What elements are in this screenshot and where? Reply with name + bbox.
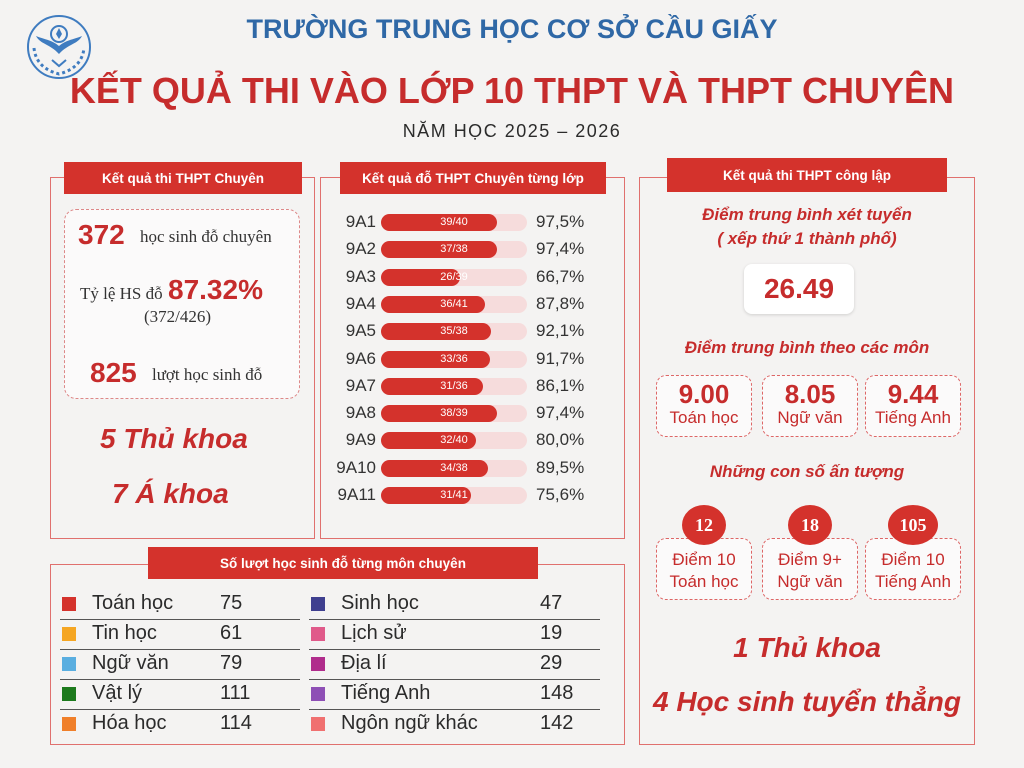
class-percent: 75,6% — [536, 485, 585, 504]
legend-subject: Địa lí — [341, 652, 387, 674]
legend-swatch — [311, 627, 325, 641]
by-class-heading: Kết quả đỗ THPT Chuyên từng lớp — [340, 162, 606, 194]
legend-divider — [309, 709, 600, 710]
legend-divider — [60, 709, 300, 710]
impress-box-literature — [762, 538, 858, 600]
subject-score: 9.00 — [678, 379, 730, 409]
legend-swatch — [62, 717, 76, 731]
impress-line-2: Tiếng Anh — [875, 572, 951, 591]
legend-value: 75 — [220, 592, 243, 614]
legend-subject: Ngôn ngữ khác — [341, 712, 478, 734]
chuyen-count: 372 — [78, 219, 125, 250]
school-year: NĂM HỌC 2025 – 2026 — [402, 121, 622, 141]
class-bar-track — [381, 405, 527, 422]
impress-line-1: Điểm 10 — [881, 550, 945, 569]
class-ratio: 35/38 — [440, 325, 468, 337]
subject-name: Toán học — [669, 408, 739, 427]
class-bar-track — [381, 241, 527, 258]
class-ratio: 32/40 — [440, 434, 468, 446]
legend-subject: Sinh học — [341, 592, 419, 614]
thu-khoa-cong-lap: 1 Thủ khoa — [733, 632, 881, 663]
class-row — [330, 429, 620, 451]
legend-swatch — [311, 687, 325, 701]
legend-subject: Hóa học — [92, 712, 167, 734]
legend-swatch — [62, 597, 76, 611]
subject-box-english — [865, 375, 961, 437]
impress-number: 18 — [788, 505, 832, 545]
class-ratio: 33/36 — [440, 353, 468, 365]
legend-value: 79 — [220, 652, 243, 674]
impress-number: 105 — [888, 505, 938, 545]
class-ratio: 38/39 — [440, 407, 468, 419]
class-ratio: 31/41 — [440, 489, 468, 501]
impress-line-2: Ngữ văn — [777, 572, 843, 591]
class-row — [330, 238, 620, 260]
class-name: 9A6 — [345, 349, 376, 368]
legend-value: 61 — [220, 622, 243, 644]
legend-value: 29 — [540, 652, 563, 674]
legend-divider — [60, 649, 300, 650]
rate-value: 87.32% — [168, 274, 263, 305]
thu-khoa-chuyen: 5 Thủ khoa — [100, 423, 248, 454]
class-percent: 92,1% — [536, 321, 585, 340]
legend-subject: Tin học — [92, 622, 157, 644]
class-name: 9A10 — [336, 458, 376, 477]
class-row — [330, 266, 620, 288]
class-name: 9A8 — [345, 403, 376, 422]
class-percent: 86,1% — [536, 376, 585, 395]
cong-lap-heading: Kết quả thi THPT công lập — [667, 158, 947, 192]
impress-line-1: Điểm 9+ — [778, 550, 842, 569]
legend-value: 111 — [220, 682, 251, 704]
class-bar-track — [381, 432, 527, 449]
legend-subject: Ngữ văn — [92, 652, 169, 674]
legend-value: 142 — [540, 712, 574, 734]
subject-box-literature — [762, 375, 858, 437]
class-name: 9A3 — [345, 267, 376, 286]
subject-box-math — [656, 375, 752, 437]
class-name: 9A1 — [345, 212, 376, 231]
class-bar-track — [381, 487, 527, 504]
legend-divider — [309, 619, 600, 620]
legend-subject: Toán học — [92, 592, 174, 614]
rate-label: Tỷ lệ HS đỗ — [80, 284, 163, 303]
subject-score: 9.44 — [887, 379, 939, 409]
class-ratio: 31/36 — [440, 380, 468, 392]
impress-box-math — [656, 538, 752, 600]
school-name: TRƯỜNG TRUNG HỌC CƠ SỞ CẦU GIẤY — [246, 14, 778, 44]
subject-name: Ngữ văn — [777, 408, 843, 427]
legend-divider — [60, 679, 300, 680]
class-row — [330, 375, 620, 397]
legend-value: 19 — [540, 622, 563, 644]
rate-detail: (372/426) — [144, 307, 212, 326]
class-ratio: 34/38 — [440, 462, 468, 474]
class-ratio: 37/38 — [440, 243, 468, 255]
subject-name: Tiếng Anh — [875, 408, 951, 427]
class-bar-track — [381, 460, 527, 477]
legend-divider — [60, 619, 300, 620]
chuyen-heading: Kết quả thi THPT Chuyên — [64, 162, 302, 194]
legend-swatch — [62, 657, 76, 671]
class-name: 9A5 — [345, 321, 376, 340]
class-bar-track — [381, 351, 527, 368]
legend-swatch — [62, 687, 76, 701]
legend-value: 148 — [540, 682, 574, 704]
legend-swatch — [311, 717, 325, 731]
class-bar-track — [381, 214, 527, 231]
class-name: 9A2 — [345, 239, 376, 258]
subject-avg-label: Điểm trung bình theo các môn — [684, 338, 930, 357]
class-name: 9A11 — [337, 485, 376, 504]
avg-label-2: ( xếp thứ 1 thành phố) — [717, 229, 897, 248]
legend-value: 47 — [540, 592, 563, 614]
tuyen-thang: 4 Học sinh tuyển thẳng — [652, 686, 962, 717]
class-percent: 87,8% — [536, 294, 585, 313]
class-row — [330, 484, 620, 506]
class-percent: 89,5% — [536, 458, 585, 477]
class-bar-track — [381, 296, 527, 313]
class-row — [330, 457, 620, 479]
subject-score: 8.05 — [784, 379, 836, 409]
avg-label-1: Điểm trung bình xét tuyển — [702, 205, 912, 224]
class-percent: 91,7% — [536, 349, 585, 368]
class-percent: 97,5% — [536, 212, 585, 231]
page-title: KẾT QUẢ THI VÀO LỚP 10 THPT VÀ THPT CHUYÊN — [69, 70, 955, 111]
class-name: 9A9 — [345, 430, 376, 449]
legend-value: 114 — [220, 712, 252, 734]
class-ratio: 39/40 — [440, 216, 468, 228]
legend-swatch — [311, 597, 325, 611]
a-khoa-chuyen: 7 Á khoa — [112, 478, 229, 509]
class-name: 9A7 — [345, 376, 376, 395]
class-row — [330, 402, 620, 424]
legend-subject: Lịch sử — [341, 622, 407, 644]
avg-score: 26.49 — [763, 273, 835, 304]
legend-subject: Vật lý — [92, 682, 143, 704]
legend-divider — [309, 649, 600, 650]
class-row — [330, 211, 620, 233]
class-row — [330, 348, 620, 370]
passes-label: lượt học sinh đỗ — [152, 365, 263, 384]
impress-line-1: Điểm 10 — [672, 550, 736, 569]
class-row — [330, 320, 620, 342]
impress-label: Những con số ấn tượng — [709, 462, 905, 481]
impress-box-english — [865, 538, 961, 600]
impress-line-2: Toán học — [669, 572, 739, 591]
chuyen-count-label: học sinh đỗ chuyên — [140, 227, 272, 246]
passes-count: 825 — [90, 357, 137, 388]
class-percent: 97,4% — [536, 239, 585, 258]
class-bar-track — [381, 378, 527, 395]
class-bar-track — [381, 269, 527, 286]
class-bar-track — [381, 323, 527, 340]
class-ratio: 26/39 — [440, 271, 468, 283]
class-ratio: 36/41 — [440, 298, 468, 310]
class-name: 9A4 — [345, 294, 376, 313]
class-row — [330, 293, 620, 315]
legend-divider — [309, 679, 600, 680]
impress-number: 12 — [682, 505, 726, 545]
class-percent: 66,7% — [536, 267, 585, 286]
legend-swatch — [311, 657, 325, 671]
class-percent: 97,4% — [536, 403, 585, 422]
subjects-count-heading: Số lượt học sinh đỗ từng môn chuyên — [148, 547, 538, 579]
legend-swatch — [62, 627, 76, 641]
legend-subject: Tiếng Anh — [341, 682, 431, 704]
class-percent: 80,0% — [536, 430, 585, 449]
avg-score-box — [744, 264, 854, 314]
